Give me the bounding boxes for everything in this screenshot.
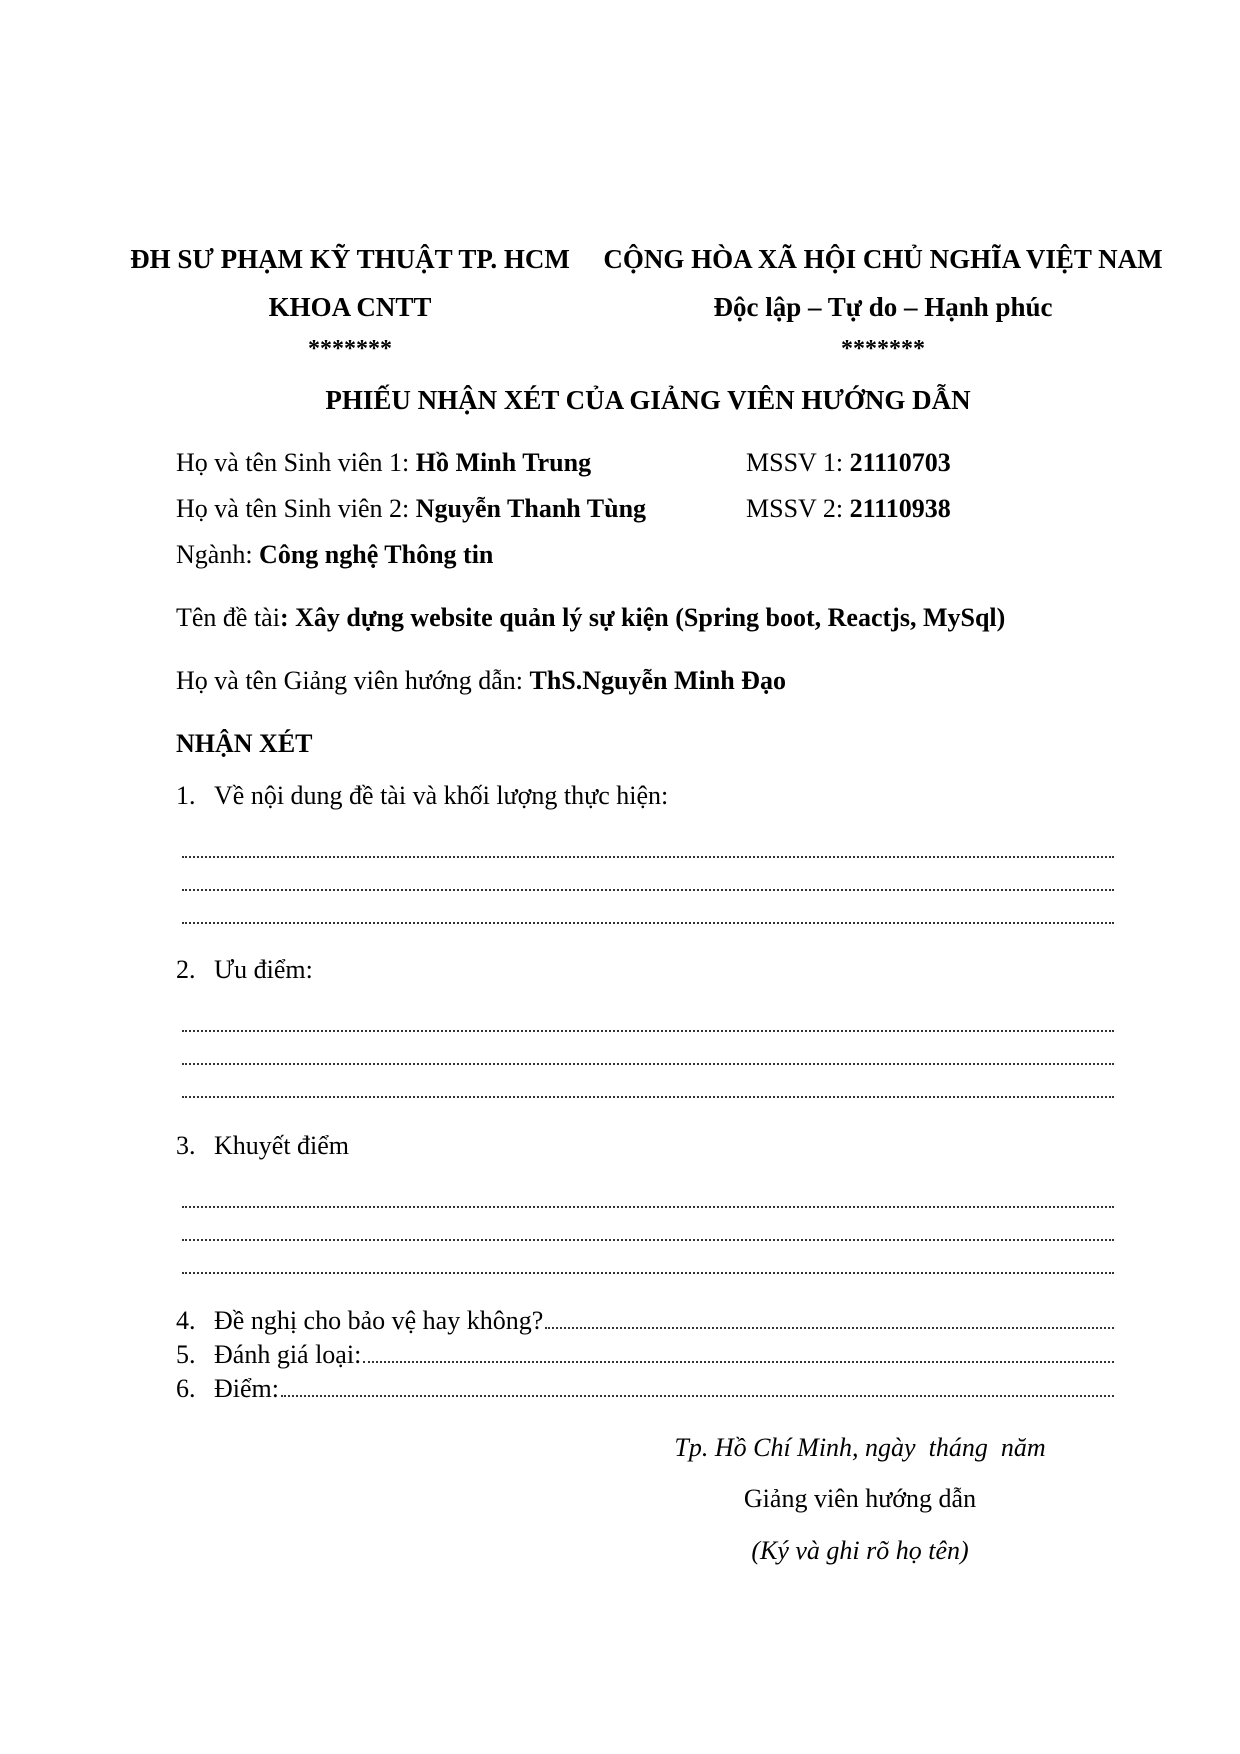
republic-name: CỘNG HÒA XÃ HỘI CHỦ NGHĨA VIỆT NAM — [603, 244, 1163, 274]
section-3-answer-line-1[interactable] — [182, 1206, 1114, 1208]
section-1-answer-line-2[interactable] — [182, 889, 1114, 891]
item-6-text: Điểm: — [214, 1374, 279, 1403]
section-3-answer-line-2[interactable] — [182, 1239, 1114, 1241]
item-5-row — [176, 1340, 1114, 1370]
item-4-text: Đề nghị cho bảo vệ hay không? — [214, 1306, 544, 1335]
student-2-id-row — [746, 494, 951, 524]
item-6-answer-line[interactable] — [281, 1375, 1114, 1397]
signature-date-line: Tp. Hồ Chí Minh, ngày tháng năm — [674, 1433, 1046, 1462]
student-2-name: Nguyễn Thanh Tùng — [415, 494, 647, 523]
item-5-number: 5. — [176, 1340, 196, 1369]
section-2-answer-line-3[interactable] — [182, 1096, 1114, 1098]
section-2-number: 2. — [176, 955, 196, 984]
item-6-number: 6. — [176, 1374, 196, 1403]
section-3-answer-line-3[interactable] — [182, 1272, 1114, 1274]
item-4-answer-line[interactable] — [545, 1307, 1114, 1329]
item-6-row — [176, 1374, 1114, 1404]
section-3 — [176, 1131, 349, 1161]
section-1-answer-line-1[interactable] — [182, 856, 1114, 858]
section-1 — [176, 781, 668, 811]
major-value: Công nghệ Thông tin — [259, 540, 494, 569]
section-3-text: Khuyết điểm — [214, 1131, 350, 1160]
signature-role: Giảng viên hướng dẫn — [743, 1484, 977, 1513]
advisor-row — [176, 666, 786, 696]
section-1-answer-line-3[interactable] — [182, 922, 1114, 924]
section-3-number: 3. — [176, 1131, 196, 1160]
student-2-id-label: MSSV 2: — [746, 494, 850, 523]
student-1-id-label: MSSV 1: — [746, 448, 850, 477]
faculty-name: KHOA CNTT — [268, 292, 432, 322]
major-label: Ngành: — [176, 540, 260, 569]
motto: Độc lập – Tự do – Hạnh phúc — [713, 292, 1053, 322]
student-1-row — [176, 448, 591, 478]
topic-value: : Xây dựng website quản lý sự kiện (Spring boot, Reactjs, MySql) — [279, 603, 1006, 632]
signature-note: (Ký và ghi rõ họ tên) — [751, 1536, 969, 1565]
student-2-id: 21110938 — [849, 494, 951, 523]
topic-row — [176, 603, 1005, 633]
section-2-text: Ưu điểm: — [214, 955, 313, 984]
comments-heading: NHẬN XÉT — [176, 729, 313, 758]
form-title: PHIẾU NHẬN XÉT CỦA GIẢNG VIÊN HƯỚNG DẪN — [325, 385, 971, 415]
advisor-label: Họ và tên Giảng viên hướng dẫn: — [176, 666, 530, 695]
section-1-text: Về nội dung đề tài và khối lượng thực hiện: — [214, 781, 669, 810]
student-2-row — [176, 494, 646, 524]
item-4-number: 4. — [176, 1306, 196, 1335]
student-1-name: Hồ Minh Trung — [415, 448, 592, 477]
section-2 — [176, 955, 313, 985]
section-1-number: 1. — [176, 781, 196, 810]
item-5-text: Đánh giá loại: — [214, 1340, 362, 1369]
topic-label: Tên đề tài — [176, 603, 280, 632]
left-stars: ******* — [308, 336, 392, 362]
right-stars: ******* — [841, 336, 925, 362]
student-1-label: Họ và tên Sinh viên 1: — [176, 448, 416, 477]
item-4-row — [176, 1306, 1114, 1336]
section-2-answer-line-2[interactable] — [182, 1063, 1114, 1065]
student-1-id: 21110703 — [849, 448, 951, 477]
university-name: ĐH SƯ PHẠM KỸ THUẬT TP. HCM — [130, 244, 570, 274]
student-2-label: Họ và tên Sinh viên 2: — [176, 494, 416, 523]
major-row — [176, 540, 493, 570]
advisor-name: ThS.Nguyễn Minh Đạo — [529, 666, 786, 695]
student-1-id-row — [746, 448, 951, 478]
section-2-answer-line-1[interactable] — [182, 1030, 1114, 1032]
item-5-answer-line[interactable] — [363, 1341, 1114, 1363]
